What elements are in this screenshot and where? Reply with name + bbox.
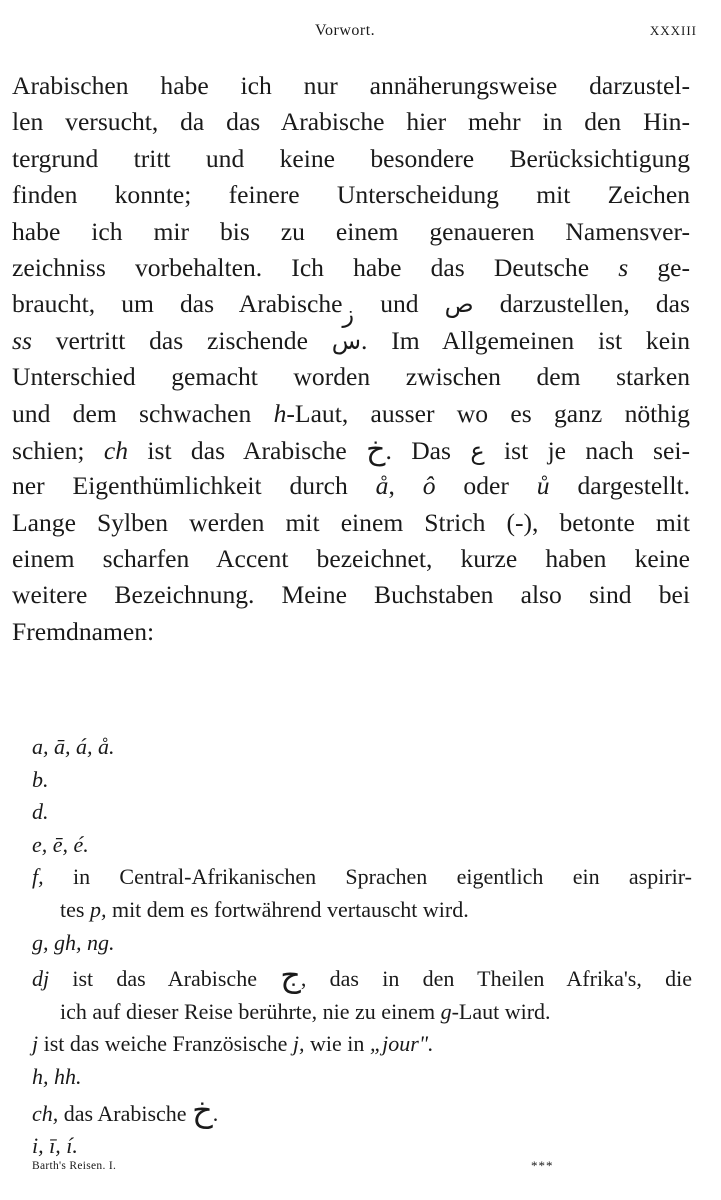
running-head bbox=[0, 22, 721, 44]
text-run: . Das bbox=[385, 435, 471, 465]
list-item bbox=[32, 1061, 692, 1094]
running-title: Vorwort. bbox=[315, 22, 376, 39]
letter-forms: i, ī, í. bbox=[32, 1133, 78, 1159]
text-line: finden konnte; feinere Unterscheidung mit Zeichen bbox=[12, 180, 690, 210]
letter-forms: e, ē, é. bbox=[32, 831, 89, 857]
text-run: ich auf dieser Reise berührte, nie zu einem bbox=[60, 998, 441, 1024]
text-run: ist das weiche Französische bbox=[38, 1031, 293, 1057]
text-run: zeichniss vorbehalten. Ich habe das Deutsche bbox=[12, 252, 619, 282]
body-paragraph bbox=[12, 68, 690, 650]
text-line: Unterschied gemacht worden zwischen dem starken bbox=[12, 362, 690, 392]
italic-letter: h bbox=[273, 398, 287, 428]
list-item bbox=[32, 764, 692, 797]
text-run: -Laut wird. bbox=[451, 998, 551, 1024]
text-run: . bbox=[212, 1100, 219, 1126]
arabic-letter: خ bbox=[366, 431, 386, 467]
text-run: darzustellen, das bbox=[473, 289, 690, 319]
list-item bbox=[32, 1090, 692, 1131]
text-line bbox=[32, 956, 692, 996]
arabic-letter: ص bbox=[444, 290, 474, 319]
italic-letter: j, bbox=[292, 1031, 305, 1057]
letter-forms: d. bbox=[32, 799, 49, 825]
text-run: , das in den Theilen Afrika's, die bbox=[300, 966, 692, 992]
letter-forms: dj bbox=[32, 966, 50, 992]
letter-forms: ch, bbox=[32, 1100, 59, 1126]
text-line: Fremdnamen: bbox=[12, 616, 155, 646]
italic-letter: p, bbox=[89, 896, 107, 922]
text-line: tergrund tritt und keine besondere Berücksichtigung bbox=[12, 143, 690, 173]
text-run: ist das Arabische bbox=[49, 966, 281, 992]
arabic-letter: خ bbox=[192, 1090, 213, 1129]
list-item bbox=[32, 731, 692, 764]
text-run: -Laut, ausser wo es ganz nöthig bbox=[286, 398, 690, 428]
text-run: ist je nach sei- bbox=[484, 435, 691, 465]
arabic-letter: ز bbox=[342, 300, 355, 329]
text-line bbox=[12, 250, 690, 286]
arabic-letter: ج bbox=[280, 956, 301, 995]
italic-word: „jour". bbox=[369, 1031, 434, 1057]
italic-letter: s bbox=[618, 252, 629, 282]
italic-letter: ss bbox=[12, 325, 32, 355]
letter-forms: b. bbox=[32, 766, 49, 792]
text-line: Arabischen habe ich nur annäherungsweise darzustel- bbox=[12, 71, 690, 100]
text-run: braucht, um das Arabische bbox=[12, 289, 343, 319]
text-run: ge- bbox=[628, 252, 691, 282]
text-run: dargestellt. bbox=[549, 471, 691, 501]
italic-letter: å bbox=[375, 471, 389, 501]
list-item bbox=[32, 829, 692, 862]
text-line bbox=[32, 996, 692, 1029]
text-run: wie in bbox=[304, 1031, 370, 1057]
italic-letter: ch bbox=[103, 435, 129, 465]
text-line: len versucht, da das Arabische hier mehr in den Hin- bbox=[12, 107, 690, 137]
text-line bbox=[12, 396, 690, 432]
text-run: das Arabische bbox=[58, 1100, 193, 1126]
letter-list bbox=[32, 731, 692, 1163]
text-run: , bbox=[388, 471, 423, 501]
letter-forms: f, bbox=[32, 864, 44, 890]
arabic-letter: ع bbox=[470, 436, 485, 465]
italic-letter: ů bbox=[536, 471, 550, 501]
signature-line: Barth's Reisen. I. bbox=[32, 1160, 117, 1172]
list-item bbox=[32, 956, 692, 1028]
letter-forms: j bbox=[32, 1031, 39, 1057]
text-run: vertritt das zischende bbox=[31, 325, 332, 355]
text-run: ner Eigenthümlichkeit durch bbox=[12, 471, 376, 501]
text-line: Lange Sylben werden mit einem Strich (-), betonte mit bbox=[12, 507, 690, 537]
text-line bbox=[32, 894, 692, 927]
text-line bbox=[32, 861, 692, 894]
text-run: . Im Allgemeinen ist kein bbox=[361, 325, 690, 355]
text-line bbox=[12, 286, 690, 329]
text-run: tes bbox=[60, 896, 90, 922]
arabic-letter: س bbox=[331, 326, 362, 355]
text-run: ist das Arabische bbox=[128, 435, 367, 465]
text-line: einem scharfen Accent bezeichnet, kurze haben keine bbox=[12, 544, 690, 574]
list-item bbox=[32, 1028, 692, 1061]
text-run: schien; bbox=[12, 435, 104, 465]
list-item bbox=[32, 1130, 692, 1163]
letter-forms: a, ā, á, å. bbox=[32, 734, 115, 759]
list-item bbox=[32, 927, 692, 960]
signature-mark: *** bbox=[531, 1158, 554, 1173]
letter-forms: h, hh. bbox=[32, 1063, 82, 1089]
text-line: weitere Bezeichnung. Meine Buchstaben also sind bei bbox=[12, 580, 690, 610]
page-footer bbox=[0, 1160, 721, 1180]
italic-letter: g bbox=[440, 998, 452, 1024]
text-line bbox=[12, 468, 690, 504]
text-run: und dem schwachen bbox=[12, 398, 274, 428]
letter-forms: g, gh, ng. bbox=[32, 929, 115, 955]
list-item bbox=[32, 796, 692, 829]
text-run: mit dem es fortwährend vertauscht wird. bbox=[106, 896, 469, 922]
page-number: XXXIII bbox=[649, 23, 697, 38]
text-line: habe ich mir bis zu einem genaueren Namensver- bbox=[12, 216, 690, 246]
text-line bbox=[12, 432, 690, 468]
text-run: oder bbox=[435, 471, 537, 501]
italic-letter: ô bbox=[422, 471, 436, 501]
list-item bbox=[32, 861, 692, 926]
text-run: in Central-Afrikanischen Sprachen eigentlich ein aspirir- bbox=[43, 864, 692, 890]
text-run: und bbox=[354, 289, 445, 319]
